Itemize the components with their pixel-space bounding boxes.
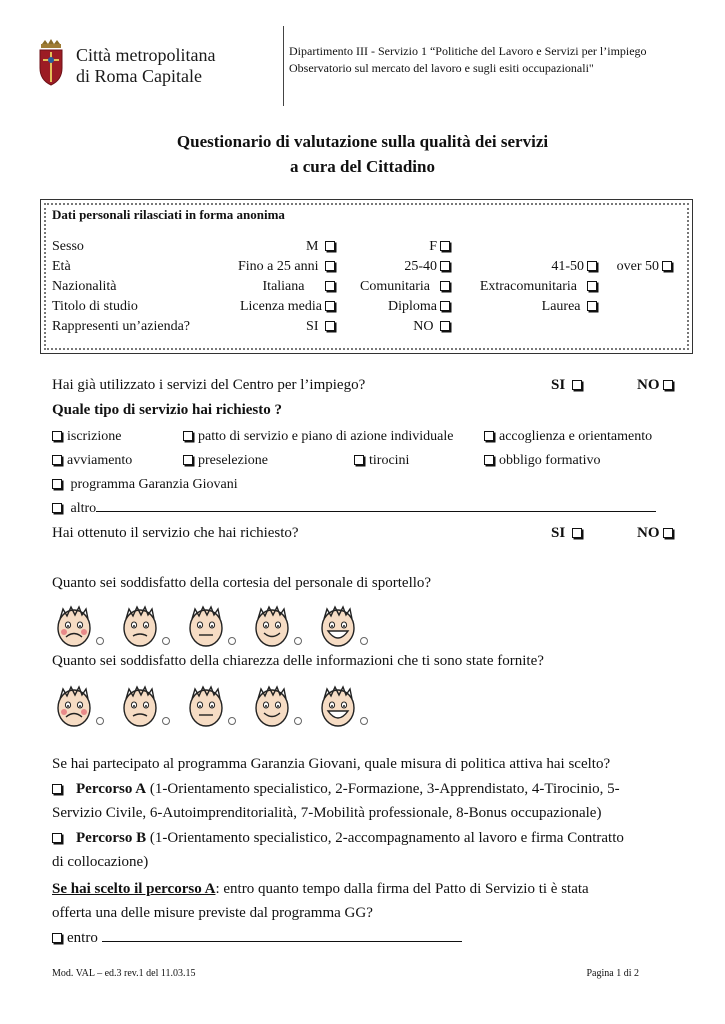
service-garanzia-giovani-label: programma Garanzia Giovani xyxy=(70,477,238,492)
checkbox-icon[interactable] xyxy=(440,261,450,271)
entro-field[interactable] xyxy=(52,930,462,947)
dept-line-2: Observatorio sul mercato del lavoro e sugli esiti occupazionali" xyxy=(289,61,594,75)
label-sesso: Sesso xyxy=(52,239,84,254)
checkbox-icon[interactable] xyxy=(440,321,450,331)
form-title-line-1: Questionario di valutazione sulla qualità dei servizi xyxy=(176,132,549,151)
option-fino-25[interactable] xyxy=(238,258,335,275)
service-accoglienza-label: accoglienza e orientamento xyxy=(499,429,653,444)
question-service-type: Quale tipo di servizio hai richiesto ? xyxy=(52,402,282,418)
service-avviamento-label: avviamento xyxy=(67,453,133,468)
service-altro[interactable] xyxy=(52,501,656,517)
question-obtained: Hai ottenuto il servizio che hai richiesto? xyxy=(52,525,299,541)
rating-radio[interactable] xyxy=(96,637,104,645)
option-fino-25-label: Fino a 25 anni xyxy=(238,259,319,274)
option-f-label: F xyxy=(429,239,437,254)
checkbox-icon[interactable] xyxy=(183,455,193,465)
question-courtesy: Quanto sei soddisfatto della cortesia del personale di sportello? xyxy=(52,575,432,591)
option-licenza-media-label: Licenza media xyxy=(239,299,322,314)
used-no[interactable] xyxy=(637,377,673,394)
happy-face-icon xyxy=(250,603,294,649)
org-line-1: Città metropolitana xyxy=(76,45,216,65)
option-italiana[interactable] xyxy=(263,278,335,295)
checkbox-icon[interactable] xyxy=(52,431,62,441)
option-laurea-label: Laurea xyxy=(541,299,581,314)
obtained-no[interactable] xyxy=(637,525,673,542)
service-patto-label: patto di servizio e piano di azione individuale xyxy=(198,429,454,444)
rating-radio[interactable] xyxy=(96,717,104,725)
question-clarity: Quanto sei soddisfatto della chiarezza delle informazioni che ti sono state fornite? xyxy=(52,653,544,669)
percorso-b[interactable] xyxy=(52,830,624,847)
checkbox-icon[interactable] xyxy=(663,380,673,390)
used-no-label: NO xyxy=(637,377,660,393)
happy-face-icon xyxy=(250,683,294,729)
question-gg: Se hai partecipato al programma Garanzia Giovani, quale misura di politica attiva hai scelto? xyxy=(52,756,611,772)
label-nazionalita: Nazionalità xyxy=(52,279,117,294)
org-name xyxy=(76,45,215,87)
neutral-face-icon xyxy=(184,603,228,649)
checkbox-icon[interactable] xyxy=(587,301,597,311)
option-f[interactable] xyxy=(429,238,450,255)
if-percorso-a-label: Se hai scelto il percorso A xyxy=(52,881,216,897)
checkbox-icon[interactable] xyxy=(325,321,335,331)
checkbox-icon[interactable] xyxy=(325,301,335,311)
form-title-line-2: a cura del Cittadino xyxy=(290,157,435,176)
service-avviamento[interactable] xyxy=(52,453,132,469)
checkbox-icon[interactable] xyxy=(325,281,335,291)
checkbox-icon[interactable] xyxy=(52,503,62,513)
checkbox-icon[interactable] xyxy=(52,933,62,943)
checkbox-icon[interactable] xyxy=(440,281,450,291)
option-licenza-media[interactable] xyxy=(240,298,335,315)
percorso-b-label: Percorso B xyxy=(76,830,147,846)
department-info xyxy=(289,43,667,77)
option-diploma-label: Diploma xyxy=(388,299,437,314)
option-25-40-label: 25-40 xyxy=(404,259,437,274)
dept-line-1: Dipartimento III - Servizio 1 “Politiche del Lavoro e Servizi per l’impiego xyxy=(289,44,647,58)
checkbox-icon[interactable] xyxy=(572,380,582,390)
obtained-no-label: NO xyxy=(637,525,660,541)
altro-text-line[interactable] xyxy=(96,511,656,512)
checkbox-icon[interactable] xyxy=(587,281,597,291)
option-italiana-label: Italiana xyxy=(262,279,305,294)
label-titolo-studio: Titolo di studio xyxy=(52,299,138,314)
service-tirocini-label: tirocini xyxy=(369,453,410,468)
checkbox-icon[interactable] xyxy=(52,479,62,489)
checkbox-icon[interactable] xyxy=(484,455,494,465)
question-used-services: Hai già utilizzato i servizi del Centro per l’impiego? xyxy=(52,377,366,393)
unhappy-face-icon xyxy=(118,683,162,729)
service-tirocini[interactable] xyxy=(354,453,409,469)
option-41-50[interactable] xyxy=(551,258,597,275)
option-laurea[interactable] xyxy=(542,298,597,315)
service-preselezione[interactable] xyxy=(183,453,268,469)
option-over-50[interactable] xyxy=(617,258,672,275)
checkbox-icon[interactable] xyxy=(572,528,582,538)
option-comunitaria[interactable] xyxy=(360,278,450,295)
unhappy-face-icon xyxy=(118,603,162,649)
checkbox-icon[interactable] xyxy=(52,833,62,843)
option-azienda-si[interactable] xyxy=(306,318,335,335)
coat-of-arms-logo xyxy=(36,38,66,88)
percorso-b-desc-1: (1-Orientamento specialistico, 2-accompagnamento al lavoro e firma Contratto xyxy=(146,830,624,846)
service-iscrizione[interactable] xyxy=(52,429,121,445)
percorso-b-desc-2: di collocazione) xyxy=(52,854,149,870)
clarity-rating xyxy=(52,683,392,731)
very-unhappy-face-icon xyxy=(52,603,96,649)
percorso-a-label: Percorso A xyxy=(76,781,147,797)
very-unhappy-face-icon xyxy=(52,683,96,729)
rating-radio[interactable] xyxy=(360,717,368,725)
service-accoglienza[interactable] xyxy=(484,429,652,445)
service-obbligo[interactable] xyxy=(484,453,601,469)
label-azienda: Rappresenti un’azienda? xyxy=(52,319,190,334)
used-yes-label: SI xyxy=(551,377,566,393)
rating-radio[interactable] xyxy=(228,637,236,645)
option-azienda-no[interactable] xyxy=(413,318,450,335)
rating-radio[interactable] xyxy=(162,637,170,645)
option-m-label: M xyxy=(306,239,319,254)
neutral-face-icon xyxy=(184,683,228,729)
if-percorso-a-text-1: : entro quanto tempo dalla firma del Patto di Servizio ti è stata xyxy=(215,881,589,897)
option-extracomunitaria-label: Extracomunitaria xyxy=(479,279,577,294)
percorso-a[interactable] xyxy=(52,781,620,798)
rating-radio[interactable] xyxy=(294,717,302,725)
option-diploma[interactable] xyxy=(388,298,450,315)
used-yes[interactable] xyxy=(551,377,582,394)
service-obbligo-label: obbligo formativo xyxy=(499,453,601,468)
checkbox-icon[interactable] xyxy=(440,241,450,251)
checkbox-icon[interactable] xyxy=(662,261,672,271)
service-garanzia-giovani[interactable] xyxy=(52,477,238,493)
obtained-yes[interactable] xyxy=(551,525,582,542)
checkbox-icon[interactable] xyxy=(325,241,335,251)
service-iscrizione-label: iscrizione xyxy=(67,429,122,444)
rating-radio[interactable] xyxy=(228,717,236,725)
footer-module: Mod. VAL – ed.3 rev.1 del 11.03.15 xyxy=(52,968,196,979)
header-divider xyxy=(283,26,284,106)
service-altro-label: altro xyxy=(70,501,97,516)
option-over-50-label: over 50 xyxy=(616,259,659,274)
obtained-yes-label: SI xyxy=(551,525,566,541)
option-41-50-label: 41-50 xyxy=(551,259,584,274)
if-percorso-a-text-2: offerta una delle misure previste dal programma GG? xyxy=(52,905,373,921)
label-eta: Età xyxy=(52,259,71,274)
personal-data-heading: Dati personali rilasciati in forma anonima xyxy=(52,207,285,222)
checkbox-icon[interactable] xyxy=(354,455,364,465)
option-extracomunitaria[interactable] xyxy=(480,278,597,295)
checkbox-icon[interactable] xyxy=(52,784,62,794)
checkbox-icon[interactable] xyxy=(325,261,335,271)
org-line-2: di Roma Capitale xyxy=(76,66,202,86)
option-comunitaria-label: Comunitaria xyxy=(360,279,430,294)
service-patto[interactable] xyxy=(183,429,453,445)
rating-radio[interactable] xyxy=(360,637,368,645)
percorso-a-desc-2: Servizio Civile, 6-Autoimprenditorialità, 7-Mobilità professionale, 8-Bonus occupazionale) xyxy=(52,805,602,821)
checkbox-icon[interactable] xyxy=(484,431,494,441)
checkbox-icon[interactable] xyxy=(183,431,193,441)
very-happy-face-icon xyxy=(316,683,360,729)
option-25-40[interactable] xyxy=(404,258,450,275)
entro-text-line[interactable] xyxy=(102,941,462,942)
footer-page: Pagina 1 di 2 xyxy=(586,968,639,979)
option-azienda-no-label: NO xyxy=(413,319,434,334)
option-azienda-si-label: SI xyxy=(306,319,319,334)
entro-label: entro xyxy=(67,930,98,946)
rating-radio[interactable] xyxy=(162,717,170,725)
checkbox-icon[interactable] xyxy=(52,455,62,465)
rating-radio[interactable] xyxy=(294,637,302,645)
checkbox-icon[interactable] xyxy=(587,261,597,271)
percorso-a-desc-1: (1-Orientamento specialistico, 2-Formazione, 3-Apprendistato, 4-Tirocinio, 5- xyxy=(146,781,620,797)
option-m[interactable] xyxy=(306,238,335,255)
if-percorso-a xyxy=(52,881,589,898)
service-preselezione-label: preselezione xyxy=(198,453,268,468)
very-happy-face-icon xyxy=(316,603,360,649)
checkbox-icon[interactable] xyxy=(440,301,450,311)
courtesy-rating xyxy=(52,603,392,651)
checkbox-icon[interactable] xyxy=(663,528,673,538)
